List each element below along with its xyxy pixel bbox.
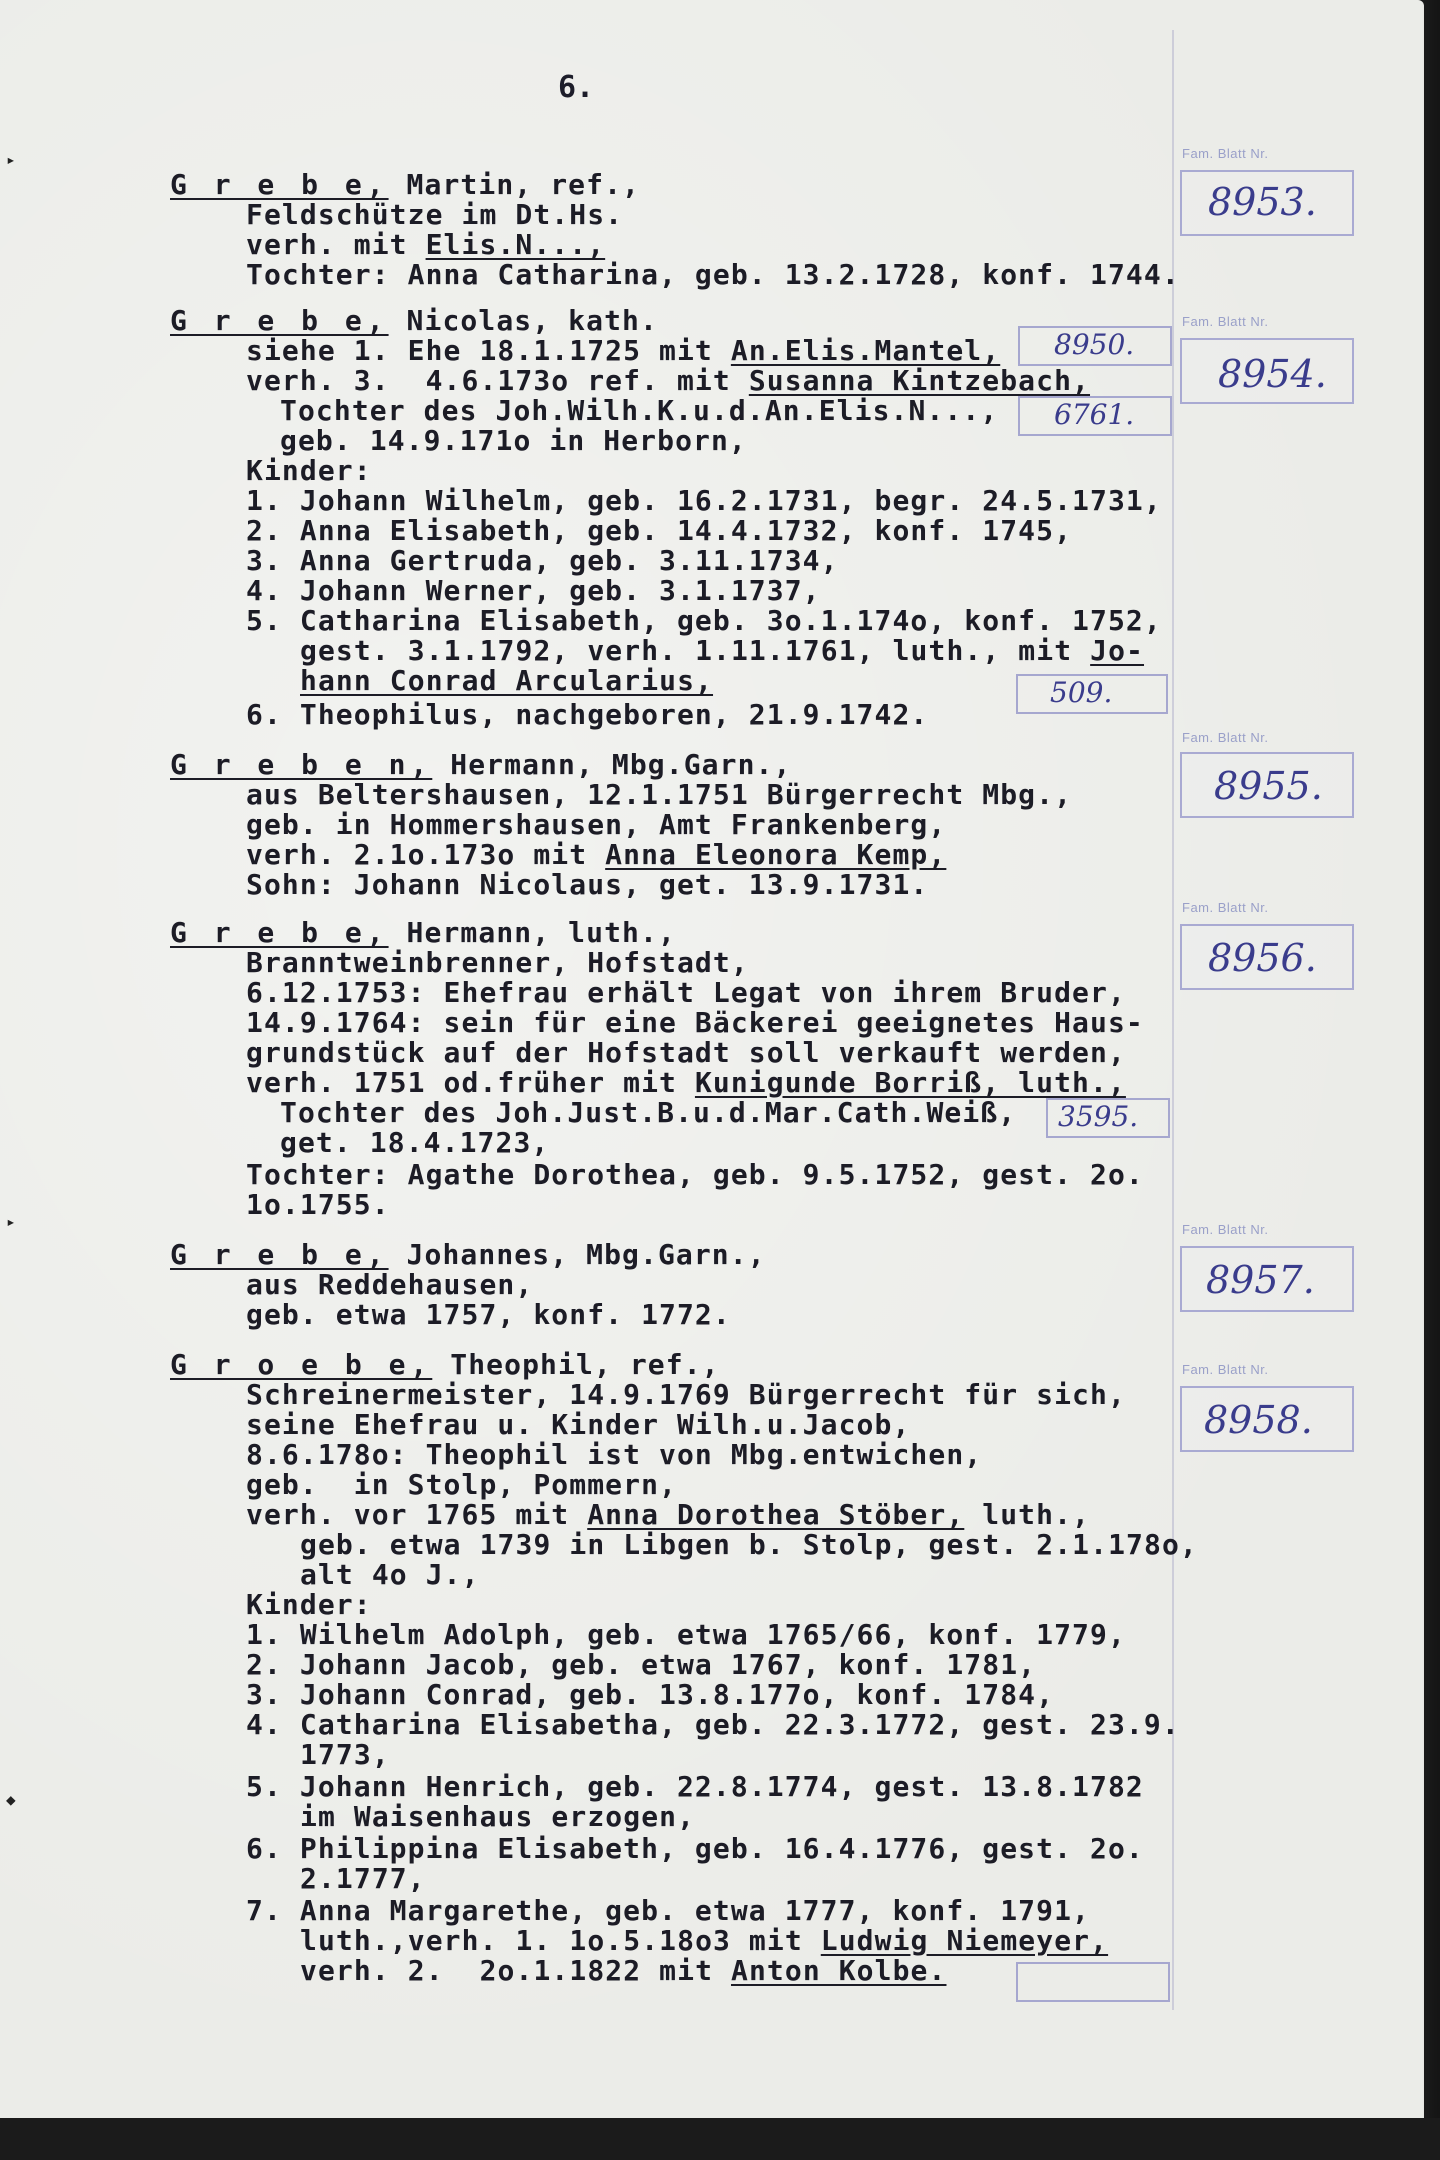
fam-number: 8956. xyxy=(1208,936,1317,980)
fam-blatt-label: Fam. Blatt Nr. xyxy=(1182,314,1269,329)
page-number: 6. xyxy=(558,70,595,105)
spouse-name: Susanna Kintzebach, xyxy=(748,364,1091,397)
surname: G r e b e n, xyxy=(170,748,433,781)
surname: G r e b e, xyxy=(170,304,389,337)
spouse-name: Anna Eleonora Kemp, xyxy=(605,838,947,871)
fam-blatt-label: Fam. Blatt Nr. xyxy=(1182,1362,1269,1377)
ref-number: 6761. xyxy=(1054,398,1135,431)
spouse-name: Kunigunde Borriß, luth., xyxy=(694,1066,1126,1099)
spouse-name: Anton Kolbe. xyxy=(730,1954,947,1987)
fam-blatt-label: Fam. Blatt Nr. xyxy=(1182,900,1269,915)
surname: G r o e b e, xyxy=(170,1348,433,1381)
page-edge-shadow xyxy=(1422,0,1440,2118)
fam-number: 8954. xyxy=(1218,352,1327,396)
ref-number: 509. xyxy=(1050,676,1113,709)
spouse-name: Ludwig Niemeyer, xyxy=(820,1924,1109,1957)
spouse-name: hann Conrad Arcularius, xyxy=(300,664,714,697)
fam-blatt-label: Fam. Blatt Nr. xyxy=(1182,146,1269,161)
fam-blatt-label: Fam. Blatt Nr. xyxy=(1182,1222,1269,1237)
fam-number: 8953. xyxy=(1208,180,1317,224)
surname: G r e b e, xyxy=(170,168,389,201)
punch-mark: ▸ xyxy=(6,1212,16,1231)
punch-mark: ◆ xyxy=(6,1790,16,1809)
spouse-name: An.Elis.Mantel, xyxy=(730,334,1001,367)
spouse-name: Elis.N..., xyxy=(425,228,606,261)
punch-mark: ▸ xyxy=(6,150,16,169)
surname: G r e b e, xyxy=(170,916,389,949)
surname: G r e b e, xyxy=(170,1238,389,1271)
ref-box-empty xyxy=(1016,1962,1170,2002)
fam-number: 8957. xyxy=(1206,1258,1315,1302)
fam-number: 8955. xyxy=(1214,764,1323,808)
ref-number: 3595. xyxy=(1058,1100,1139,1133)
ref-number: 8950. xyxy=(1054,328,1135,361)
spouse-name: Anna Dorothea Stöber, xyxy=(587,1498,965,1531)
fam-blatt-label: Fam. Blatt Nr. xyxy=(1182,730,1269,745)
fam-number: 8958. xyxy=(1204,1398,1313,1442)
